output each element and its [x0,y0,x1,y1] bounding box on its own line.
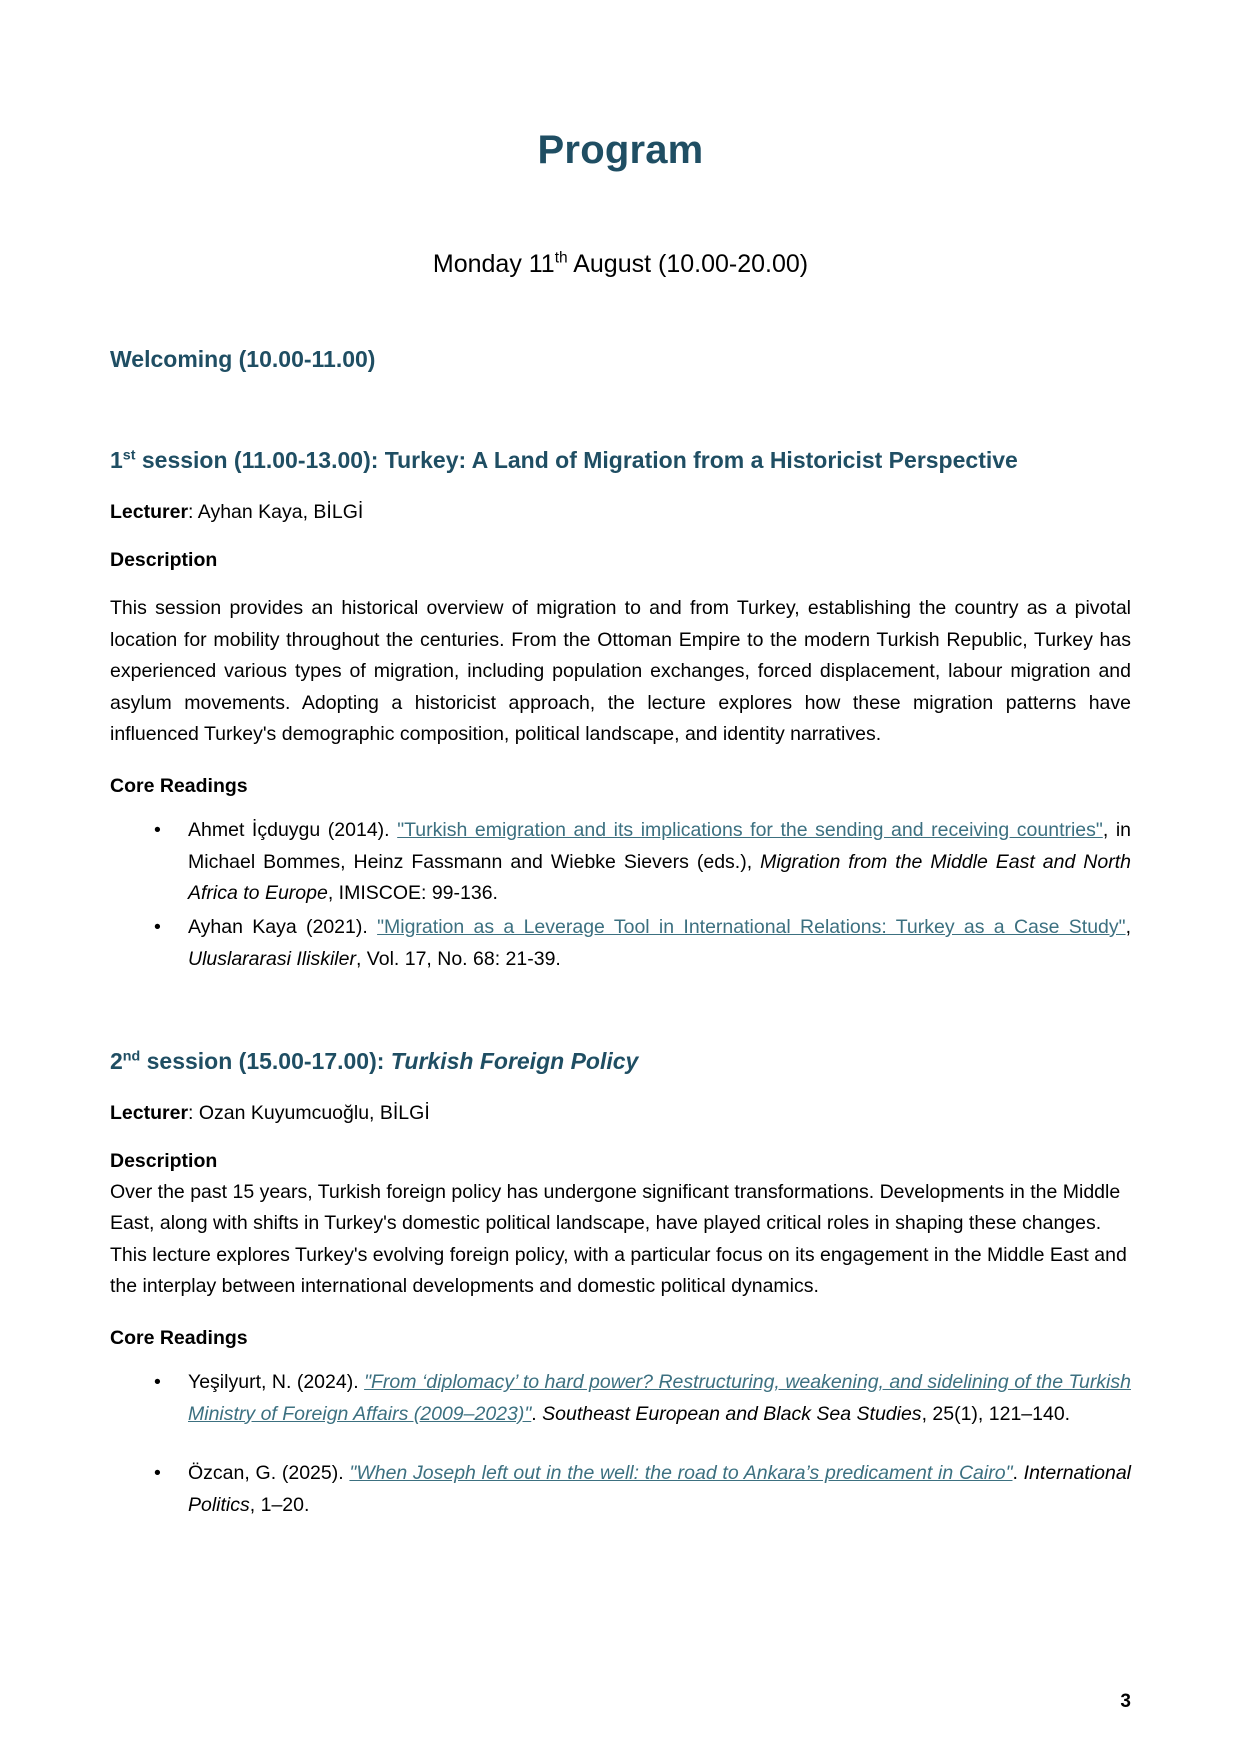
reading-pages: , IMISCOE: 99-136. [327,882,498,905]
session-2-lecturer-value: : Ozan Kuyumcuoğlu, BİLGİ [188,1101,430,1124]
reading-author: Ayhan Kaya (2021). [188,916,378,939]
reading-source-italic: Migration from the Middle East and North Africa to Europe [188,850,1131,905]
reading-source-italic: Southeast European and Black Sea Studies [542,1402,922,1425]
session-1-description: This session provides an historical overview of migration to and from Turkey, establishing the country as a pivotal location for mobility throughout the centuries. From the Ottoman Empire to the modern Turkish Republic, Turkey has experienced various types of migration, including population exchanges, forced displacement, labour migration and asylum movements. Adopting a historicist approach, the lecture explores how these migration patterns have influenced Turkey's demographic composition, political landscape, and identity narratives. [110,597,1131,746]
reading-separator: , [1125,916,1131,939]
heading-session-2 [110,1047,1131,1076]
session-2-heading-text: session (15.00-17.00): [140,1048,391,1075]
session-1-lecturer-label: Lecturer [110,500,189,523]
session-1-lecturer [110,499,1131,525]
date-prefix: Monday 11 [432,250,555,278]
page-title: Program [537,128,704,172]
session-1-lecturer-value: : Ayhan Kaya, BİLGİ [188,500,364,523]
list-item [110,1458,1131,1521]
list-item [110,1367,1131,1430]
reading-link[interactable]: "When Joseph left out in the well: the road to Ankara’s predicament in Cairo" [349,1462,1013,1485]
session-2-ordinal-suffix: nd [122,1048,141,1065]
reading-separator: . [1012,1462,1024,1485]
date-suffix: August (10.00-20.00) [567,250,809,278]
session-1-heading-text: session (11.00-13.00): Turkey: A Land of Migration from a Historicist Perspective [135,446,1018,473]
reading-separator: . [531,1402,543,1425]
session-1-core-readings-label: Core Readings [110,775,248,798]
session-1-description-label: Description [110,548,218,571]
reading-editors: , in Michael Bommes, Heinz Fassmann and Wiebke Sievers (eds.), [188,819,1132,873]
reading-link[interactable]: "From ‘diplomacy’ to hard power? Restructuring, weakening, and sidelining of the Turkish Ministry of Foreign Affairs (2009–2023)" [188,1371,1131,1425]
date-ordinal-suffix: th [554,249,568,267]
reading-pages: , 25(1), 121–140. [921,1402,1071,1425]
session-2-ordinal: 2 [110,1048,123,1075]
reading-pages: , Vol. 17, No. 68: 21-39. [355,947,561,970]
reading-author: Yeşilyurt, N. (2024). [188,1371,365,1394]
reading-author: Ahmet İçduygu (2014). [188,819,398,842]
bullet-icon: • [154,916,161,939]
heading-welcoming: Welcoming (10.00-11.00) [110,346,376,372]
bullet-icon: • [154,819,161,842]
reading-source-italic: International Politics [188,1462,1131,1516]
session-2-heading-title: Turkish Foreign Policy [390,1048,639,1075]
heading-session-1 [110,446,1131,475]
session-2-core-readings-label: Core Readings [110,1326,248,1349]
date-line [110,249,1131,279]
session-2-description-label: Description [110,1150,218,1173]
session-2-readings-list [110,1367,1131,1521]
reading-link[interactable]: "Migration as a Leverage Tool in International Relations: Turkey as a Case Study" [377,916,1126,939]
list-item [110,912,1131,975]
reading-link[interactable]: "Turkish emigration and its implications for the sending and receiving countries" [397,819,1103,842]
list-item [110,815,1131,910]
session-1-ordinal-suffix: st [122,447,136,464]
session-1-readings-list [110,815,1131,975]
session-1-ordinal: 1 [110,446,123,473]
session-2-lecturer-label: Lecturer [110,1101,189,1124]
bullet-icon: • [154,1371,161,1394]
page-number: 3 [1120,1691,1131,1712]
session-2-description: Over the past 15 years, Turkish foreign policy has undergone significant transformations. Developments in the Middle East, along with shifts in Turkey's domestic political landscape, have played critical roles in shaping these changes. This lecture explores Turkey's evolving foreign policy, with a particular focus on its engagement in the Middle East and the interplay between international developments and domestic political dynamics. [110,1180,1127,1298]
reading-pages: , 1–20. [249,1493,310,1516]
session-2-lecturer [110,1100,1131,1126]
reading-source-italic: Uluslararasi Iliskiler [188,947,356,970]
bullet-icon: • [154,1462,161,1485]
reading-author: Özcan, G. (2025). [188,1462,350,1485]
